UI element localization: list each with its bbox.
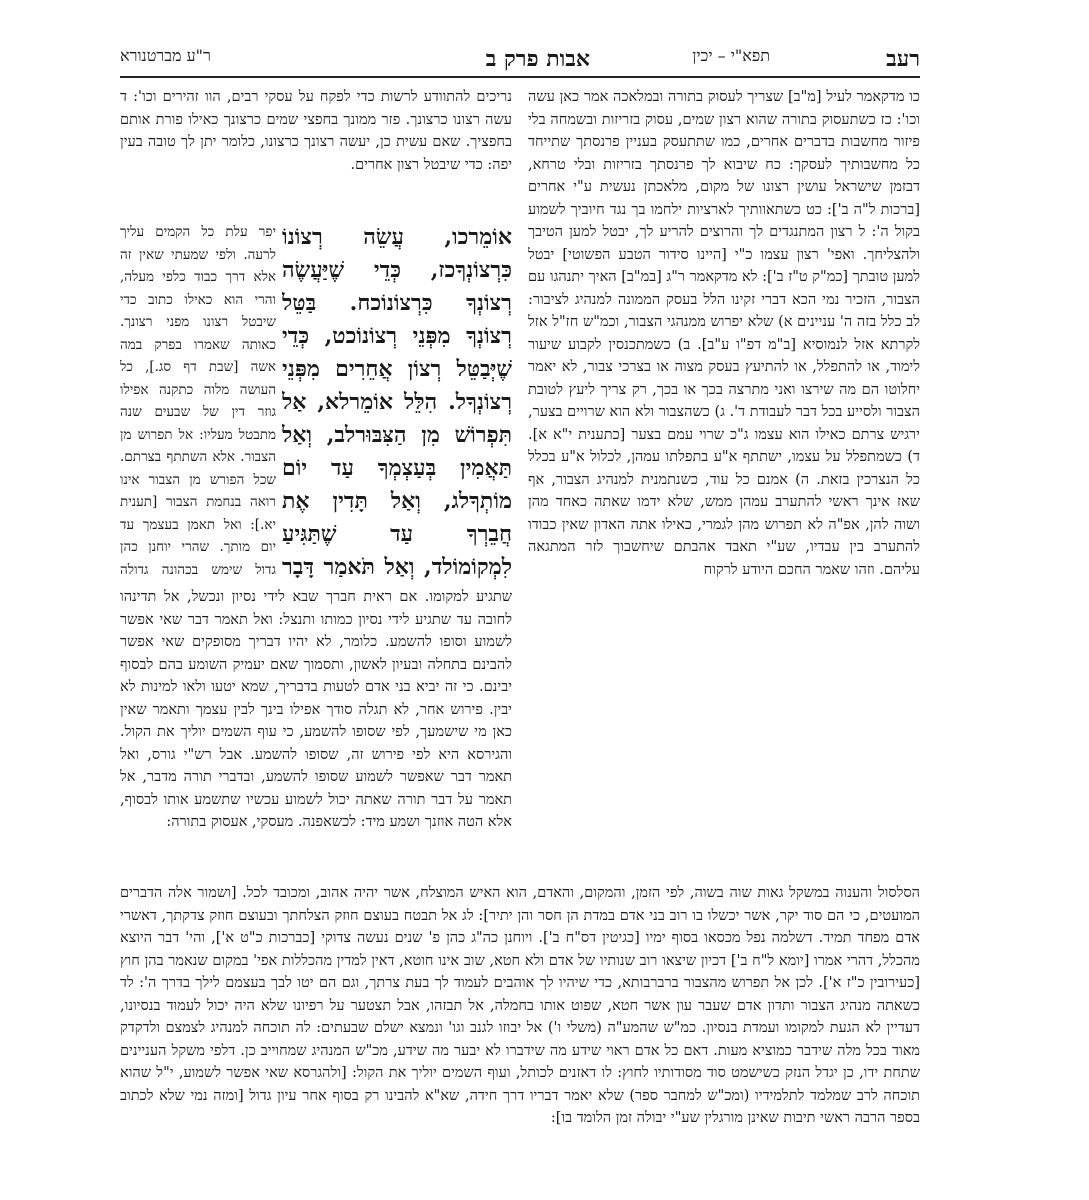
bartenura-bottom-text: שתגיע למקומו. אם ראית חברך שבא לידי נסיון ונכשל, אל תדינהו לחובה עד שתגיע לידי נסיון כמותו ותנצל: ואל תאמר דבר שאי אפשר לשמוע וסופו להשמע. כלומר, לא יהיו דבריך מסופקים שאי אפשר להבינם בתחלה ובעיון לאשון, ותסמוך שאם יעמיק השומע בהם לבסוף יבינם. כי זה יביא בני אדם לטעות בדבריך, שמא יטעו ולאו למינות לא יבין. פירוש אחר, לא תגלה סודך אפילו בינך לבין עצמך ותאמר שאין כאן מי שישמעך, לפי שסופו להשמע, כי עוף השמים יוליך את הקול. והגירסא היא לפי פירוש זה, שסופו להשמע. אבל רש"י גורס, ואל תאמר דבר שאפשר לשמוע שסופו להשמע, ובדברי תורה מדבר, אל תאמר על דבר תורה שאתה יכול לשמוע עכשיו שתשמע אותו לבסוף, אלא הטה אוזנך ושמע מיד: לכשאפנה. מעסקי, אעסוק בתורה: <box>120 589 512 830</box>
bartenura-top-text: נריכים להתוודע לרשות כדי לפקח על עסקי רבים, הוו זהירים וכו': ד עשה רצונו כרצונך. פזר ממונך בחפצי שמים כרצונך כאילו פורת אותם בחפציך. שאם עשית כן, יעשה רצונך כרצונו, כלומר יתן לך טובה בעין יפה: כדי שיבטל רצון אחרים. <box>120 89 512 173</box>
page-header <box>120 40 920 76</box>
running-head-tractate: אבות פרק ב <box>485 46 590 72</box>
page-number: רעב <box>886 46 920 72</box>
yachin-continuation-text: הסלסול והענוה במשקל גאות שוה בשוה, לפי הזמן, והמקום, והאדם, הוא האיש המוצלח, אשר יהיה אהוב, ומכובד לכל. [ושמור אלה הדברים המועטים, כי הם סוד יקר, אשר יכשלו בו רוב בני אדם במדת הן חסר והן יתיר]: לג אל תבטח בעוצם חוזק הצלחתך ובעוצם חוזק צדקתך, דאשרי אדם מפחד תמיד. דשלמה נפל מכסאו בסוף ימיו [כגיטין דס"ח ב']. ויוחנן כה"ג כהן פ' שנים נעשה צדוקי [כברכות כ"ט א'], והי' דבר היוצא מהכלל, דהרי אמרו [יומא ל"ח ב'] דכיון שיצאו רוב שנותיו של אדם ולא חטא, שוב אינו חוטא, דאין למדין מהכללות אפי' במקום שנאמר בהן חוץ [כעירובין כ"ז א']. לכן אל תפרוש מהצבור ברברבותא, כדי שיהיו לך אוהבים לעמוד לך בעת צרתך, וגם הם יטו לבך בעצמם לילך בדרך ה': לד כשאתה מנהיג הצבור ותדון אדם שעבר עון אשר חטא, שפוט אותו בחמלה, אל תבזהו, אבל תצטער על רפיונו שלא היה יכול לעמוד בנסיונו, דעדיין לא הגעת למקומו ועמדת בנסיון. כמ"ש שהמע"ה (משלי ו') אל יבוזו לגנב וגו' ונמצא ישלם שבעתים: לה תוכחה למנהיג לצמצם ולדקדק מאוד בכל מלה שידבר כמוציא מעות. דאם כל אדם ראוי שידע מה שידברו לא יבער מה שידע, מכ"ש המנהיג שמחוייב כן. דלפי משקל העניינים שתחת ידו, כן יגדל הנזק כשישמט סוד מסודותיו לחוץ: לו דאזנים לכותל, ועוף השמים יוליך את הקול: [ולהגרסא שאי אפשר לשמוע, י"ל שהוא תוכחה לרב שמלמד לתלמידיו (ומכ"ש למחבר ספר) שלא יאמר דבריו דרך חידה, שא"א להבינו רק בסוף אחר עיון גדול [ומזה נמי שלא לכתוב בספר הרבה ראשי תיבות שאינן מורגלין שע"י יבולה זמן הלומד בו]: <box>120 885 920 1126</box>
bartenura-top <box>120 86 512 216</box>
header-rule <box>120 76 920 78</box>
bartenura-bottom <box>120 586 512 881</box>
yachin-text: כו מדקאמר לעיל [מ"ב] שצריך לעסוק בתורה ובמלאכה אמר כאן עשה וכו': כז כשתעסוק בתורה שהוא רצון שמים, עסוק בזריזות ובשמחה בלי פיזור מחשבות בדברים אחרים, כמו שתתעסק בעניין פרנסתך שתייחד כל מחשבותיך לעסקך: כח שיבוא לך פרנסתך בזריזות ובלי טרחא, דבזמן שישראל עושין רצונו של מקום, מלאכתן נעשית ע"י אחרים [ברכות ל"ה ב']: כט כשתאוותיך לארציות ילחמו בך נגד חיוביך לשמוע בקול ה': ל רצון המתנגדים לך והרוצים להריע לך, יבטל למען הטיבך ולהצליחך. ואפי' רצון עצמו כ"י [היינו סידור הטבע הפשוטי] יבטל למען טובתך [כמ"ק ט"ז ב']: לא מדקאמר ר"ג [במ"ב] האיך יתנהגו עם הצבור, הזכיר נמי הכא דברי זקינו הלל בעסק הממונה למנהיג לציבור: לב כלל בזה ה' עניינים א) שלא יפרוש ממנהגי הצבור, וכמ"ש חז"ל אזל לקרתא אזל לנמוסיא [ב"מ דפ"ו ע"ב]. ב) כשמתכנסין לקבוע שיעור לימוד, או להתפלל, או להתיעץ בעסק מצוה או בצרכי צבור, לא יאמר יחלוטו הם מה שירצו ואני מתרצה בכך או בכך, רק צריך ליעץ לטובת הצבור ולסייע בכל דבר לעבודת ד'. ג) כשהצבור ולא הוא שרויים בצער, ירגיש צרתם כאילו הוא עצמו ג"כ שרוי עמם בצער [כתענית י"א א]. ד) כשמתפלל על עצמו, ישתתף א"ע בתפלתו עמהן, לכלול א"ע בכלל כל הנצרכין בזאת. ה) אמנם כל עוד, כשנתמנית למנהיג הצבור, אף שאז אינך ראשי להתערב עמהן ממש, שלא ידמו שאתה כאחד מהן ושוה להן, אפ"ה לא תפרוש מהן לגמרי, כאילו אתה האדון שאין כבודו להתערב בין עבדיו, שע"י תאבד אהבתם שיחשבוך לזר המתגאה עליהם. וזהו שאמר החכם היודע לרקוח <box>528 89 920 578</box>
bartenura-column <box>120 86 512 881</box>
mishna-text <box>282 221 512 581</box>
bartenura-inner-text: יפר עלת כל הקמים עליך לרעה. ולפי שמעתי שאין זה אלא דרך כבוד כלפי מעלה, והרי הוא כאילו כתוב כדי שיבטל רצונו מפני רצונך. כאותה שאמרו בפרק במה אשה [שבת דף סג.], כל העושה מלוה כתקנה אפילו גוזר דין של שבעים שנה מתבטל מעליו: אל תפרוש מן הצבור. אלא השתתף בצרתם. שכל הפורש מן הצבור אינו רואה בנחמת הצבור [תענית יא.]: ואל תאמן בעצמך עד יום מותך. שהרי יוחנן כהן גדול שימש בכהונה גדולה <box>120 224 276 578</box>
bartenura-inner <box>120 221 276 581</box>
yachin-commentary-column <box>528 86 920 881</box>
running-head-commentary: ר"ע מברטנורא <box>120 46 211 65</box>
mishna-body: אוֹמֵרכו, עֲשֵׂה רְצוֹנוֹ כִּרְצוֹנְךָכז, כְּדֵי שֶׁיַּעֲשֶׂה רְצוֹנְךָ כִּרְצוֹנוֹכח. בַּטֵּל רְצוֹנְךָ מִפְּנֵי רְצוֹנוֹכט, כְּדֵי שֶׁיְּבַטֵּל רְצוֹן אֲחֵרִים מִפְּנֵי רְצוֹנְךָל. הִלֵּל אוֹמֵרלא, אַל תִּפְרוֹשׁ מִן הַצִּבּוּרלב, וְאַל תַּאֲמִין בְּעַצְמְךָ עַד יוֹם מוֹתְךָלג, וְאַל תָּדִין אֶת חֲבֵרְךָ עַד שֶׁתַּגִּיעַ לִמְקוֹמוֹלד, וְאַל תֹּאמַר דָּבָר <box>282 224 512 580</box>
yachin-continuation <box>120 882 920 1132</box>
page <box>120 40 920 1140</box>
running-head-edition: תפא"י – יכין <box>692 46 770 65</box>
